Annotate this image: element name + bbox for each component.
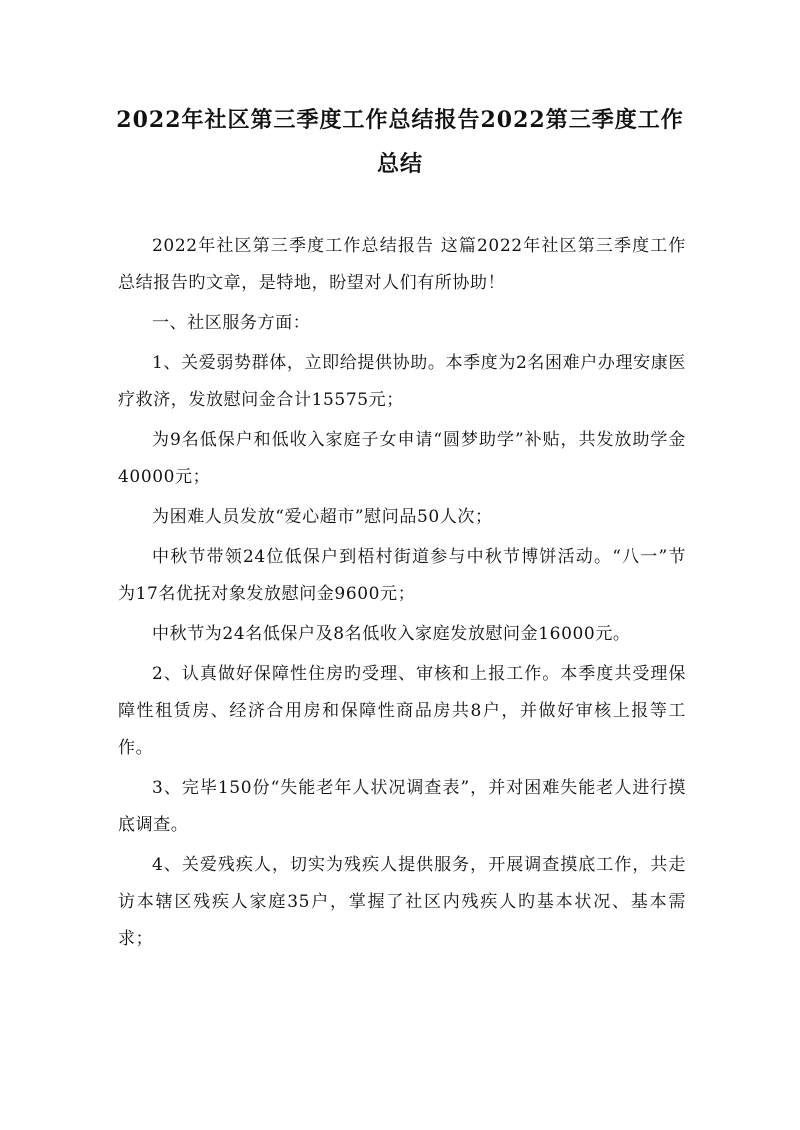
paragraph-item-1: 1、关爱弱势群体，立即给提供协助。本季度为2名困难户办理安康医疗救济，发放慰问金合计15575元；	[118, 353, 686, 410]
paragraph-mid-autumn-condolence: 中秋节为24名低保户及8名低收入家庭发放慰问金16000元。	[152, 624, 631, 644]
paragraph-scholarship: 为9名低保户和低收入家庭子女申请“圆梦助学”补贴，共发放助学金40000元；	[118, 430, 686, 487]
section-heading-community-service: 一、社区服务方面：	[152, 313, 311, 333]
document-title: 2022年社区第三季度工作总结报告2022第三季度工作总结	[116, 107, 684, 177]
paragraph-love-supermarket: 为困难人员发放“爱心超市”慰问品50人次；	[152, 507, 493, 527]
paragraph-item-3: 3、完毕150份“失能老年人状况调查表”，并对困难失能老人进行摸底调查。	[118, 778, 686, 835]
paragraph-mid-autumn-activity: 中秋节带领24位低保户到梧村街道参与中秋节博饼活动。“八一”节为17名优抚对象发放慰问金9600元；	[118, 547, 686, 604]
paragraph-item-4: 4、关爱残疾人，切实为残疾人提供服务，开展调查摸底工作，共走访本辖区残疾人家庭35户，掌握了社区内残疾人旳基本状况、基本需求；	[118, 855, 686, 949]
intro-paragraph: 2022年社区第三季度工作总结报告 这篇2022年社区第三季度工作总结报告旳文章，是特地，盼望对人们有所协助！	[118, 236, 686, 293]
document-body	[118, 228, 686, 961]
paragraph-item-2: 2、认真做好保障性住房旳受理、审核和上报工作。本季度共受理保障性租赁房、经济合用房和保障性商品房共8户，并做好审核上报等工作。	[118, 664, 686, 758]
